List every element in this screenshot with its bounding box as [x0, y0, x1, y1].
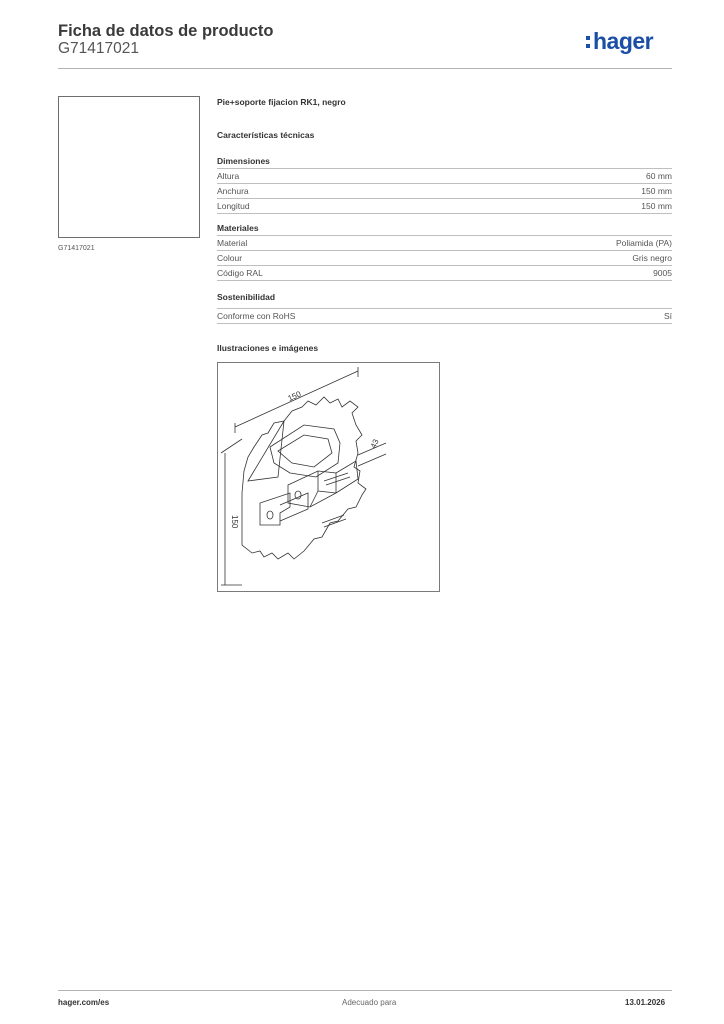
- dim-label-top: 150: [286, 389, 303, 404]
- spec-label: Longitud: [217, 201, 250, 211]
- spec-value: 9005: [653, 268, 672, 278]
- footer-divider: [58, 990, 672, 991]
- spec-value: Sí: [663, 311, 672, 321]
- spec-value: Poliamida (PA): [615, 238, 672, 248]
- spec-label: Anchura: [217, 186, 249, 196]
- hager-logo[interactable]: [593, 28, 653, 55]
- dim-label-side: 150: [230, 515, 239, 529]
- spec-value: 60 mm: [646, 171, 672, 181]
- spec-value: 150 mm: [641, 186, 672, 196]
- dim-label-depth: 43: [368, 437, 381, 450]
- spec-label: Colour: [217, 253, 243, 263]
- footer-date: 13.01.2026: [625, 998, 666, 1007]
- product-name: Pie+soporte fijacion RK1, negro: [217, 97, 346, 107]
- header-divider: [58, 68, 672, 69]
- tech-heading: Características técnicas: [217, 130, 315, 140]
- spec-row: [217, 168, 672, 183]
- spec-label: Conforme con RoHS: [217, 311, 296, 321]
- spec-row: [217, 308, 672, 324]
- technical-drawing-svg: [218, 363, 441, 593]
- technical-drawing: [217, 362, 440, 592]
- spec-label: Código RAL: [217, 268, 263, 278]
- page-title: Ficha de datos de producto: [58, 22, 274, 40]
- section-heading-dimensiones: Dimensiones: [217, 156, 270, 166]
- spec-label: Altura: [217, 171, 240, 181]
- product-image: [58, 96, 200, 238]
- spec-row: [217, 265, 672, 281]
- section-heading-sostenibilidad: Sostenibilidad: [217, 292, 276, 302]
- spec-row: [217, 250, 672, 265]
- spec-value: Gris negro: [632, 253, 672, 263]
- spec-row: [217, 235, 672, 250]
- product-code: G71417021: [58, 40, 140, 57]
- illustrations-heading: Ilustraciones e imágenes: [217, 343, 319, 353]
- section-heading-materiales: Materiales: [217, 223, 259, 233]
- logo-text: hager: [593, 28, 654, 54]
- spec-label: Material: [217, 238, 248, 248]
- footer-site-link[interactable]: hager.com/es: [58, 998, 110, 1007]
- spec-row: [217, 198, 672, 214]
- product-image-caption: G71417021: [58, 245, 95, 252]
- spec-value: 150 mm: [641, 201, 672, 211]
- logo-dots-icon: [586, 36, 590, 52]
- footer-suitable: Adecuado para: [342, 998, 397, 1007]
- spec-row: [217, 183, 672, 198]
